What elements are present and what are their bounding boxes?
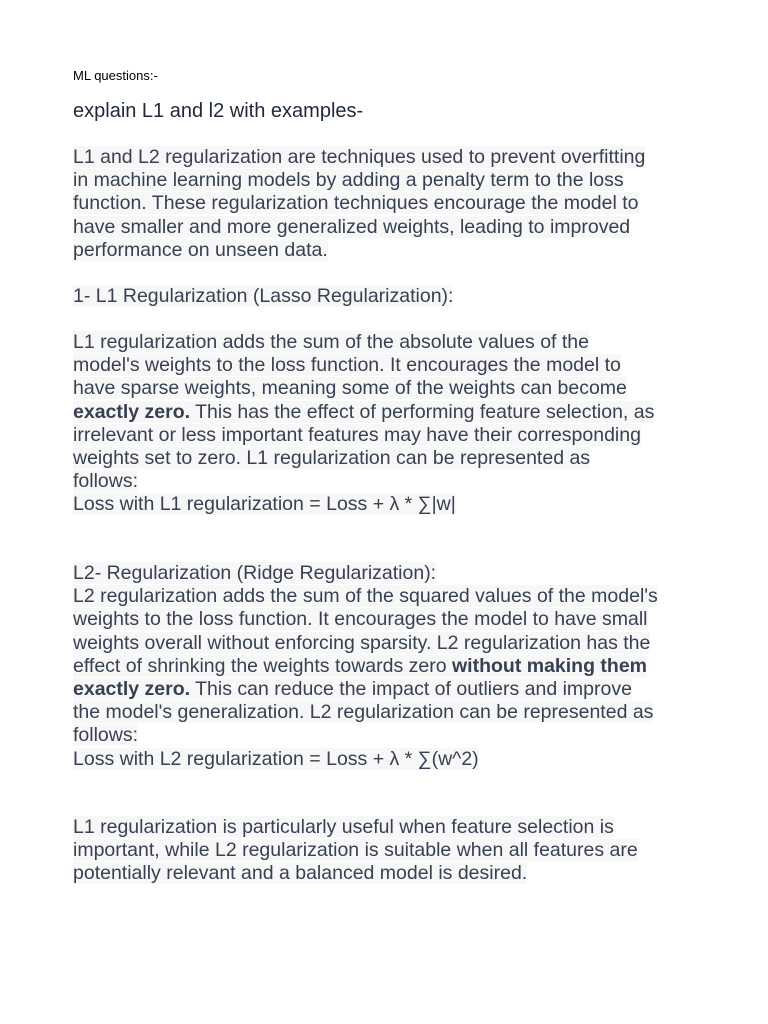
l2-line: follows:: [73, 724, 139, 747]
l2-paragraph: [73, 562, 703, 771]
intro-line: function. These regularization techniques encourage the model to: [73, 192, 639, 215]
conclusion-line: potentially relevant and a balanced model is desired.: [73, 862, 528, 885]
conclusion-line: L1 regularization is particularly useful when feature selection is: [73, 816, 614, 838]
page-heading: ML questions:-: [73, 68, 158, 83]
l2-bold-phrase: exactly zero.: [73, 678, 191, 701]
intro-line: in machine learning models by adding a penalty term to the loss: [73, 169, 624, 192]
l1-line: weights set to zero. L1 regularization can be represented as: [73, 447, 591, 470]
question-title: explain L1 and l2 with examples-: [73, 100, 364, 122]
l1-line: irrelevant or less important features may have their corresponding: [73, 423, 641, 446]
conclusion-paragraph: [73, 816, 703, 886]
l2-section-title: L2- Regularization (Ridge Regularization):: [73, 562, 437, 584]
l1-section-title: [73, 285, 703, 308]
intro-line: performance on unseen data.: [73, 238, 328, 261]
l2-bold-phrase: without making them: [452, 654, 648, 677]
l2-line: weights overall without enforcing sparsity. L2 regularization has the: [73, 631, 651, 654]
l1-bold-phrase: exactly zero.: [73, 400, 191, 423]
l2-line: the model's generalization. L2 regularization can be represented as: [73, 701, 654, 724]
conclusion-line: important, while L2 regularization is suitable when all features are: [73, 839, 638, 862]
intro-paragraph: [73, 146, 703, 262]
l1-line: follows:: [73, 470, 139, 493]
intro-line: L1 and L2 regularization are techniques used to prevent overfitting: [73, 146, 646, 168]
l1-line: have sparse weights, meaning some of the weights can become: [73, 377, 627, 400]
l1-title-text: 1- L1 Regularization (Lasso Regularization):: [73, 285, 454, 307]
l1-paragraph: [73, 331, 703, 517]
l2-formula: Loss with L2 regularization = Loss + λ * ∑(w^2): [73, 747, 479, 770]
l2-line: This can reduce the impact of outliers and improve: [190, 678, 632, 701]
l2-line: weights to the loss function. It encourages the model to have small: [73, 608, 648, 631]
l2-line: L2 regularization adds the sum of the squared values of the model's: [73, 585, 658, 608]
intro-line: have smaller and more generalized weights, leading to improved: [73, 215, 631, 238]
l1-formula: Loss with L1 regularization = Loss + λ * ∑|w|: [73, 493, 456, 516]
l2-line: effect of shrinking the weights towards zero: [73, 654, 453, 677]
l1-line: This has the effect of performing feature selection, as: [190, 400, 655, 423]
l1-line: model's weights to the loss function. It encourages the model to: [73, 354, 621, 377]
l1-line: L1 regularization adds the sum of the absolute values of the: [73, 331, 589, 353]
